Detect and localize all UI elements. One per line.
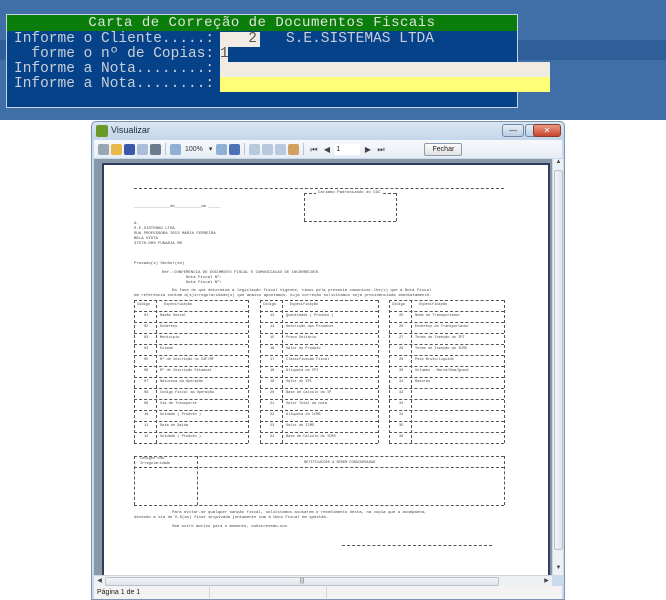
table-rule xyxy=(260,410,378,411)
table-rule xyxy=(389,311,504,312)
horizontal-scroll-thumb[interactable]: ||| xyxy=(105,577,499,586)
table-cell-spec: Aliquota do IPI xyxy=(286,369,319,373)
table-cell-code: 31 xyxy=(399,380,404,384)
table-cell-spec: Classificacao Fiscal xyxy=(286,358,330,362)
table-cell-code: 07 xyxy=(144,380,149,384)
copies-input[interactable]: 1 xyxy=(220,46,229,62)
intro-line-2: em referência contem a(s)irregularidade(s) que abaixo apontamos, cuja correção solicitamos seja providenciada imediatamente. xyxy=(134,294,432,298)
table-rule xyxy=(134,355,248,356)
zoom-in-icon[interactable] xyxy=(170,144,181,155)
table-cell-code: 26 xyxy=(399,325,404,329)
table-rule xyxy=(260,311,378,312)
mods-box-bottom xyxy=(134,505,504,506)
table-rule xyxy=(134,443,248,444)
single-page-icon[interactable] xyxy=(249,144,260,155)
nota-input-1[interactable] xyxy=(220,62,550,77)
recipient-line: BELA VISTA xyxy=(134,237,159,241)
app-icon xyxy=(96,125,108,137)
table-cell-spec: Preço Unitário xyxy=(286,336,317,340)
table-column-rule xyxy=(282,300,283,443)
nota-fiscal-2: Nota Fiscal Nº: xyxy=(186,281,223,285)
table-column-rule xyxy=(411,300,412,443)
print-icon[interactable] xyxy=(98,144,109,155)
recipient-line: S.E.SISTEMAS LTDA xyxy=(134,227,175,231)
table-rule xyxy=(389,399,504,400)
status-bar xyxy=(94,586,562,599)
table-rule xyxy=(134,432,248,433)
column-header-code: Código xyxy=(392,303,405,307)
table-cell-spec: Codigo Fiscal da Operação xyxy=(160,391,214,395)
table-column-rule xyxy=(504,300,505,443)
last-page-icon[interactable]: ⏭ xyxy=(377,144,385,154)
table-cell-code: 36 xyxy=(399,435,404,439)
visualizar-window xyxy=(91,121,565,600)
terminal-window xyxy=(6,14,518,108)
table-cell-spec: Unidade ( Produto ) xyxy=(160,435,201,439)
table-cell-code: 17 xyxy=(270,358,275,362)
multi-pages-icon[interactable] xyxy=(275,144,286,155)
terminal-background xyxy=(0,0,666,120)
report-page xyxy=(102,163,550,575)
table-cell-code: 03 xyxy=(144,336,149,340)
table-cell-code: 12 xyxy=(144,435,149,439)
client-name: S.E.SISTEMAS LTDA xyxy=(286,31,434,47)
table-rule xyxy=(260,377,378,378)
open-icon[interactable] xyxy=(111,144,122,155)
table-rule xyxy=(134,322,248,323)
table-rule xyxy=(134,388,248,389)
table-cell-spec: Razão Social xyxy=(160,314,186,318)
table-cell-spec: Peso Bruto/Liquido xyxy=(415,358,454,362)
column-header-code: Código xyxy=(137,303,150,307)
stamp-box-bottom xyxy=(304,221,396,222)
status-separator xyxy=(326,587,327,598)
table-rule xyxy=(389,322,504,323)
table-rule xyxy=(389,421,504,422)
closing-line-1: Para evitar-se qualquer sanção fiscal, solicitamos acusarem o recebimento desta, na copia que a acompanha, xyxy=(172,511,427,515)
table-rule xyxy=(134,410,248,411)
modifications-header: RETIFICACOES A SEREM CONSIDERADAS xyxy=(304,461,376,465)
column-header-spec: Especificação xyxy=(419,303,448,307)
column-header-spec: Especificação xyxy=(164,303,193,307)
table-rule xyxy=(134,311,248,312)
table-rule xyxy=(389,443,504,444)
table-cell-code: 05 xyxy=(144,358,149,362)
table-rule xyxy=(134,333,248,334)
table-cell-spec: Termo de Isenção do ICMS xyxy=(415,347,467,351)
table-column-rule xyxy=(156,300,157,443)
table-cell-spec: Estado xyxy=(160,347,173,351)
table-rule xyxy=(389,388,504,389)
table-rule xyxy=(389,333,504,334)
table-cell-code: 32 xyxy=(399,391,404,395)
table-cell-spec: Descrição dos Produtos xyxy=(286,325,334,329)
table-rule xyxy=(260,366,378,367)
client-label: Informe o Cliente.....: xyxy=(14,31,215,47)
table-cell-code: 30 xyxy=(399,369,404,373)
mods-box-right xyxy=(504,456,505,505)
table-rule xyxy=(389,377,504,378)
table-rule xyxy=(260,344,378,345)
table-column-rule xyxy=(260,300,261,443)
intro-line-1: Em face do que determina a legislação fiscal vigente, vimos pela presente comunicar-lhe(s) que a Nota Fiscal xyxy=(172,289,432,293)
terminal-title: Carta de Correção de Documentos Fiscais xyxy=(7,15,517,31)
table-rule xyxy=(260,432,378,433)
fit-icon[interactable] xyxy=(229,144,240,155)
table-cell-spec: Valor do ICMS xyxy=(286,424,315,428)
table-cell-code: 10 xyxy=(144,413,149,417)
table-rule xyxy=(134,421,248,422)
table-column-rule xyxy=(134,300,135,443)
scroll-down-icon[interactable]: ▼ xyxy=(555,565,562,571)
table-cell-code: 06 xyxy=(144,369,149,373)
table-cell-spec: Nome do Transportador xyxy=(415,314,461,318)
table-cell-spec: Base de Calculo do IP xyxy=(286,391,332,395)
table-cell-spec: Valor do IPI xyxy=(286,380,312,384)
table-cell-code: 23 xyxy=(270,424,275,428)
recipient-line: RUA PROFESSORA IRIS MARIA FERREIRA xyxy=(134,232,216,236)
zoom-out-icon[interactable] xyxy=(216,144,227,155)
minimize-button[interactable]: — xyxy=(502,124,524,137)
table-cell-spec: Natureza da Operação xyxy=(160,380,204,384)
table-rule xyxy=(134,377,248,378)
mods-box-top xyxy=(134,456,504,457)
table-cell-spec: Endereço do Transportador xyxy=(415,325,469,329)
salutation: Prezado(s) Senhor(es) xyxy=(134,262,185,266)
table-cell-code: 04 xyxy=(144,347,149,351)
table-cell-code: 09 xyxy=(144,402,149,406)
table-cell-spec: Data de Saida xyxy=(160,424,189,428)
signature-rule xyxy=(342,545,492,546)
recipient-line: 37570-000 FUNADIA MG xyxy=(134,242,183,246)
table-cell-code: 16 xyxy=(270,347,275,351)
page-status: Página 1 de 1 xyxy=(97,589,141,596)
table-cell-code: 14 xyxy=(270,325,275,329)
nota-label-2: Informe a Nota........: xyxy=(14,76,215,92)
table-cell-code: 22 xyxy=(270,413,275,417)
zoom-select[interactable]: 100% xyxy=(185,145,203,153)
save-icon[interactable] xyxy=(124,144,135,155)
table-cell-code: 27 xyxy=(399,336,404,340)
table-cell-spec: Nº de Inscrição no CGF/MF xyxy=(160,358,214,362)
table-cell-code: 35 xyxy=(399,424,404,428)
table-rule xyxy=(260,300,378,301)
close-button[interactable]: ✕ xyxy=(533,124,561,137)
table-cell-code: 19 xyxy=(270,380,275,384)
table-cell-code: 29 xyxy=(399,358,404,362)
table-rule xyxy=(389,366,504,367)
table-cell-code: 18 xyxy=(270,369,275,373)
vertical-scrollbar[interactable] xyxy=(552,159,563,575)
table-cell-code: 24 xyxy=(270,435,275,439)
table-column-rule xyxy=(378,300,379,443)
table-cell-code: 34 xyxy=(399,413,404,417)
irregular-header: Irregularidade xyxy=(140,462,171,466)
scroll-left-icon[interactable]: ◀ xyxy=(97,578,102,584)
table-cell-code: 02 xyxy=(144,325,149,329)
table-rule xyxy=(134,399,248,400)
window-title: Visualizar xyxy=(111,125,150,135)
column-header-spec: Especificação xyxy=(290,303,319,307)
mods-box-left xyxy=(134,456,135,505)
toolbar-separator xyxy=(303,143,304,155)
table-cell-code: 08 xyxy=(144,391,149,395)
table-cell-code: 11 xyxy=(144,424,149,428)
table-rule xyxy=(260,388,378,389)
table-rule xyxy=(389,355,504,356)
table-cell-code: 21 xyxy=(270,402,275,406)
date-line: _______________de___________de _____ xyxy=(134,205,221,209)
scroll-right-icon[interactable]: ▶ xyxy=(544,578,549,584)
table-cell-code: 15 xyxy=(270,336,275,340)
table-cell-spec: Base de Calculo do ICMS xyxy=(286,435,336,439)
table-cell-spec: Quantidade ( Produto ) xyxy=(286,314,334,318)
closing-line-2: devendo a via de V.S(as) ficar arquivada juntamente com a Nota Fiscal em questão. xyxy=(134,516,329,520)
table-cell-spec: Nº de Inscrição Estadual xyxy=(160,369,212,373)
table-cell-spec: Valor do Produto xyxy=(286,347,321,351)
table-cell-code: 33 xyxy=(399,402,404,406)
table-cell-code: 01 xyxy=(144,314,149,318)
irregular-header: Códigos com xyxy=(140,457,164,461)
table-rule xyxy=(260,421,378,422)
client-input[interactable]: 2 xyxy=(220,32,260,47)
column-header-code: Código xyxy=(263,303,276,307)
mods-box-header-rule xyxy=(134,467,504,468)
closing-line-3: Sem outro motivo para o momento, subscrevemo-nos xyxy=(172,525,288,529)
document-area xyxy=(94,159,552,575)
copies-label: forme o nº de Copias: xyxy=(14,46,215,62)
vertical-scroll-thumb[interactable] xyxy=(554,170,563,550)
table-rule xyxy=(260,333,378,334)
nota-label-1: Informe a Nota........: xyxy=(14,61,215,77)
table-rule xyxy=(134,344,248,345)
reference: Ref.:CONFERENCIA DE DOCUMENTO FISCAL E COMUNICACAO DE INCORRECOES xyxy=(162,271,319,275)
status-separator xyxy=(209,587,210,598)
window-titlebar[interactable] xyxy=(92,122,564,140)
mods-box-divider xyxy=(197,456,198,505)
table-rule xyxy=(260,443,378,444)
two-pages-icon[interactable] xyxy=(262,144,273,155)
table-rule xyxy=(389,344,504,345)
table-cell-code: 28 xyxy=(399,347,404,351)
prev-page-icon[interactable]: ◀ xyxy=(323,144,330,154)
table-cell-spec: Aliquota do ICMS xyxy=(286,413,321,417)
table-cell-spec: Unidade ( Produto ) xyxy=(160,413,201,417)
viewer-toolbar xyxy=(94,140,562,158)
stamp-label: Carimbo Padronizado do CGC xyxy=(318,191,381,195)
fechar-button[interactable]: Fechar xyxy=(424,143,462,156)
horizontal-scrollbar[interactable] xyxy=(94,575,552,586)
table-cell-code: 20 xyxy=(270,391,275,395)
table-rule xyxy=(260,355,378,356)
nota-fiscal-1: Nota Fiscal Nº: xyxy=(186,276,223,280)
recipient-line: A xyxy=(134,222,137,226)
edit-icon[interactable] xyxy=(288,144,299,155)
table-cell-spec: Municipio xyxy=(160,336,180,340)
table-rule xyxy=(389,432,504,433)
table-cell-spec: Via de Transporte xyxy=(160,402,197,406)
top-rule xyxy=(134,188,504,189)
page-number-input[interactable] xyxy=(334,144,360,155)
nota-input-2[interactable] xyxy=(220,77,550,92)
table-rule xyxy=(134,300,248,301)
table-cell-spec: Valor Total da nota xyxy=(286,402,327,406)
stamp-box-right xyxy=(396,193,397,221)
table-rule xyxy=(260,399,378,400)
table-column-rule xyxy=(389,300,390,443)
stamp-box-left xyxy=(304,193,305,221)
table-cell-spec: Endereço xyxy=(160,325,178,329)
first-page-icon[interactable]: ⏮ xyxy=(310,144,318,154)
table-rule xyxy=(260,322,378,323)
table-rule xyxy=(389,300,504,301)
table-cell-code: 13 xyxy=(270,314,275,318)
page-setup-icon[interactable] xyxy=(137,144,148,155)
table-rule xyxy=(134,366,248,367)
table-column-rule xyxy=(248,300,249,443)
table-rule xyxy=(389,410,504,411)
zoom-dropdown-icon[interactable]: ▾ xyxy=(208,146,213,153)
next-page-icon[interactable]: ▶ xyxy=(364,144,371,154)
toolbar-separator xyxy=(165,143,166,155)
scroll-up-icon[interactable]: ▲ xyxy=(555,159,562,165)
table-cell-spec: Rasuras xyxy=(415,380,431,384)
table-cell-code: 25 xyxy=(399,314,404,318)
find-icon[interactable] xyxy=(150,144,161,155)
toolbar-separator xyxy=(244,143,245,155)
table-cell-spec: Termo de Isenção do IPI xyxy=(415,336,465,340)
table-cell-spec: Volumes - Marca/Num/Quant xyxy=(415,369,469,373)
